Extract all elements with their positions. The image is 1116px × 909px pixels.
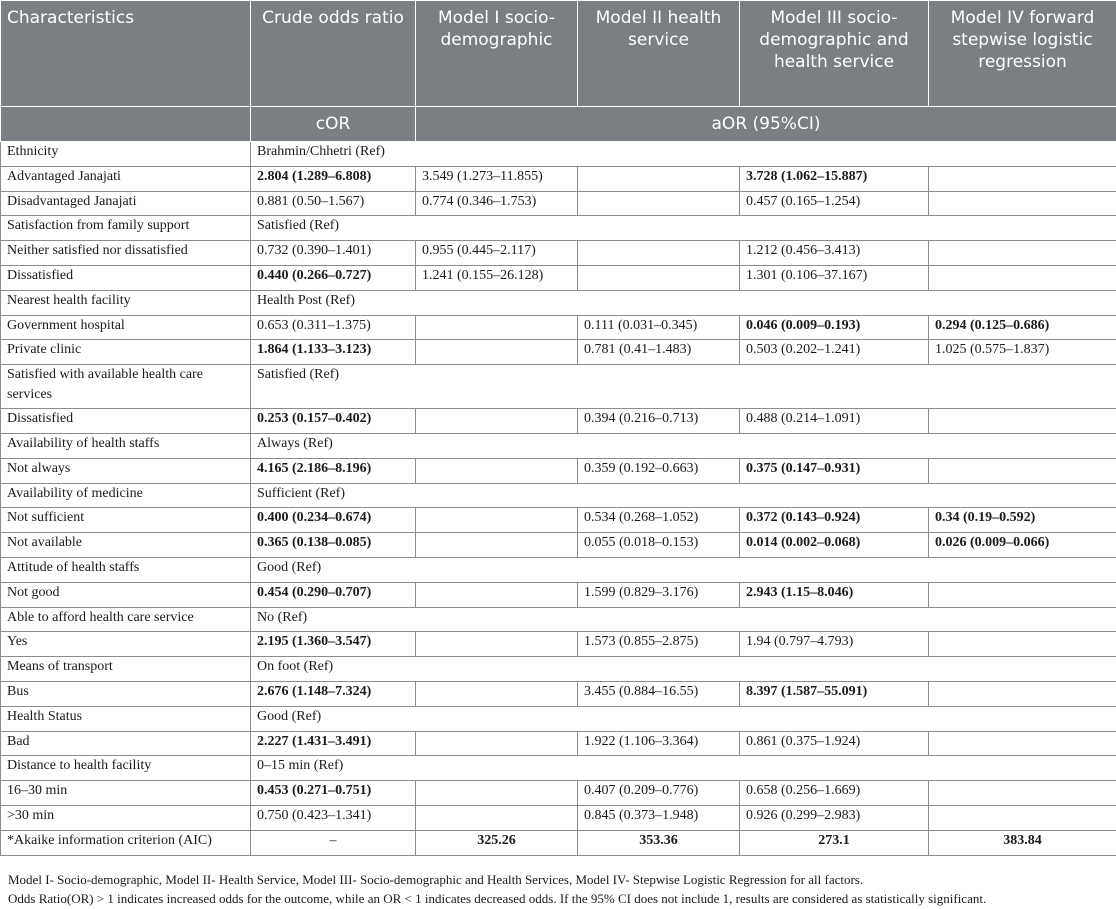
model4-cell [929,166,1116,191]
variable-name: Means of transport [1,657,251,682]
model4-cell [929,632,1116,657]
table-row [1,340,1116,365]
model2-cell: 1.599 (0.829–3.176) [578,582,740,607]
footnote-odds-ratio: Odds Ratio(OR) > 1 indicates increased odds for the outcome, while an OR < 1 indicates decreased odds. If the 95% CI does not include 1, results are considered as statistically significant. [8,891,987,906]
cor-cell: 0.881 (0.50–1.567) [251,191,416,216]
category-label: Not available [1,533,251,558]
table-row [1,290,1116,315]
aic-model2: 353.36 [578,830,740,855]
table-row [1,166,1116,191]
variable-name: Health Status [1,706,251,731]
category-label: 16–30 min [1,781,251,806]
category-label: Dissatisfied [1,409,251,434]
cor-cell: 0.440 (0.266–0.727) [251,265,416,290]
category-label: >30 min [1,805,251,830]
cor-cell: 2.676 (1.148–7.324) [251,681,416,706]
category-label: Yes [1,632,251,657]
model3-cell: 0.503 (0.202–1.241) [740,340,929,365]
model3-cell: 0.014 (0.002–0.068) [740,533,929,558]
model1-cell [416,582,578,607]
table-row [1,607,1116,632]
model2-cell: 0.407 (0.209–0.776) [578,781,740,806]
header-crude-odds-ratio: Crude odds ratio [251,1,416,107]
model1-cell [416,315,578,340]
table-row [1,557,1116,582]
variable-name: Satisfaction from family support [1,216,251,241]
reference-category: Good (Ref) [251,557,1116,582]
variable-name: Nearest health facility [1,290,251,315]
table-row [1,241,1116,266]
category-label: Advantaged Janajati [1,166,251,191]
model3-cell: 0.046 (0.009–0.193) [740,315,929,340]
model2-cell [578,191,740,216]
table-row [1,365,1116,409]
model2-cell: 0.111 (0.031–0.345) [578,315,740,340]
model1-cell: 0.955 (0.445–2.117) [416,241,578,266]
category-label: Neither satisfied nor dissatisfied [1,241,251,266]
cor-cell: 0.454 (0.290–0.707) [251,582,416,607]
model4-cell: 0.026 (0.009–0.066) [929,533,1116,558]
table-row [1,582,1116,607]
model1-cell: 1.241 (0.155–26.128) [416,265,578,290]
reference-category: 0–15 min (Ref) [251,756,1116,781]
model1-cell [416,409,578,434]
aic-label: *Akaike information criterion (AIC) [1,830,251,855]
table-row [1,508,1116,533]
reference-category: Sufficient (Ref) [251,483,1116,508]
model3-cell: 2.943 (1.15–8.046) [740,582,929,607]
table-row [1,533,1116,558]
table-row [1,191,1116,216]
header-model-4: Model IV forward stepwise logistic regression [929,1,1116,107]
footnote-models: Model I- Socio-demographic, Model II- Health Service, Model III- Socio-demographic and Health Services, Model IV- Stepwise Logistic Regression for all factors. [8,872,864,887]
cor-cell: 4.165 (2.186–8.196) [251,458,416,483]
model3-cell: 3.728 (1.062–15.887) [740,166,929,191]
category-label: Bad [1,731,251,756]
category-label: Not sufficient [1,508,251,533]
reference-category: On foot (Ref) [251,657,1116,682]
model1-cell [416,533,578,558]
subheader-empty [1,107,251,142]
table-row [1,265,1116,290]
model3-cell: 0.457 (0.165–1.254) [740,191,929,216]
model4-cell: 0.294 (0.125–0.686) [929,315,1116,340]
variable-name: Distance to health facility [1,756,251,781]
cor-cell: 1.864 (1.133–3.123) [251,340,416,365]
model4-cell [929,805,1116,830]
category-label: Disadvantaged Janajati [1,191,251,216]
table-row [1,731,1116,756]
aic-row [1,830,1116,855]
model2-cell: 0.534 (0.268–1.052) [578,508,740,533]
model4-cell: 0.34 (0.19–0.592) [929,508,1116,533]
header-characteristics: Characteristics [1,1,251,107]
cor-cell: 0.653 (0.311–1.375) [251,315,416,340]
model2-cell: 0.781 (0.41–1.483) [578,340,740,365]
aic-model1: 325.26 [416,830,578,855]
subheader-row [1,107,1116,142]
model3-cell: 0.658 (0.256–1.669) [740,781,929,806]
model2-cell: 0.394 (0.216–0.713) [578,409,740,434]
model1-cell: 0.774 (0.346–1.753) [416,191,578,216]
cor-cell: 2.195 (1.360–3.547) [251,632,416,657]
model4-cell [929,458,1116,483]
model1-cell: 3.549 (1.273–11.855) [416,166,578,191]
aic-model3: 273.1 [740,830,929,855]
aic-cor: – [251,830,416,855]
model1-cell [416,632,578,657]
header-row [1,1,1116,107]
model1-cell [416,781,578,806]
category-label: Government hospital [1,315,251,340]
category-label: Dissatisfied [1,265,251,290]
variable-name: Ethnicity [1,142,251,167]
cor-cell: 0.750 (0.423–1.341) [251,805,416,830]
model4-cell [929,781,1116,806]
table-row [1,805,1116,830]
cor-cell: 0.253 (0.157–0.402) [251,409,416,434]
model4-cell [929,409,1116,434]
model1-cell [416,805,578,830]
reference-category: Satisfied (Ref) [251,365,1116,409]
variable-name: Availability of medicine [1,483,251,508]
table-row [1,756,1116,781]
model3-cell: 0.861 (0.375–1.924) [740,731,929,756]
table-row [1,681,1116,706]
model2-cell: 1.922 (1.106–3.364) [578,731,740,756]
cor-cell: 0.453 (0.271–0.751) [251,781,416,806]
aic-model4: 383.84 [929,830,1116,855]
model3-cell: 0.375 (0.147–0.931) [740,458,929,483]
reference-category: Always (Ref) [251,433,1116,458]
model4-cell [929,265,1116,290]
table-row [1,409,1116,434]
header-model-2: Model II health service [578,1,740,107]
cor-cell: 0.732 (0.390–1.401) [251,241,416,266]
reference-category: No (Ref) [251,607,1116,632]
table-row [1,483,1116,508]
model3-cell: 0.926 (0.299–2.983) [740,805,929,830]
model1-cell [416,681,578,706]
header-model-3: Model III socio-demographic and health service [740,1,929,107]
table-row [1,458,1116,483]
category-label: Private clinic [1,340,251,365]
cor-cell: 2.804 (1.289–6.808) [251,166,416,191]
model2-cell: 0.055 (0.018–0.153) [578,533,740,558]
category-label: Not good [1,582,251,607]
cor-cell: 0.400 (0.234–0.674) [251,508,416,533]
model4-cell [929,241,1116,266]
model4-cell [929,681,1116,706]
model2-cell: 3.455 (0.884–16.55) [578,681,740,706]
model3-cell: 0.372 (0.143–0.924) [740,508,929,533]
model3-cell: 1.94 (0.797–4.793) [740,632,929,657]
category-label: Not always [1,458,251,483]
cor-cell: 0.365 (0.138–0.085) [251,533,416,558]
table-row [1,433,1116,458]
variable-name: Satisfied with available health care services [1,365,251,409]
table-row [1,706,1116,731]
table-row [1,632,1116,657]
reference-category: Good (Ref) [251,706,1116,731]
table-row [1,216,1116,241]
reference-category: Brahmin/Chhetri (Ref) [251,142,1116,167]
model1-cell [416,340,578,365]
table-row [1,781,1116,806]
table-footnotes [8,870,1114,908]
model4-cell [929,731,1116,756]
model1-cell [416,508,578,533]
model2-cell: 0.845 (0.373–1.948) [578,805,740,830]
model2-cell [578,166,740,191]
cor-cell: 2.227 (1.431–3.491) [251,731,416,756]
model1-cell [416,731,578,756]
model3-cell: 1.212 (0.456–3.413) [740,241,929,266]
reference-category: Satisfied (Ref) [251,216,1116,241]
subheader-aor: aOR (95%CI) [416,107,1116,142]
model3-cell: 8.397 (1.587–55.091) [740,681,929,706]
table-row [1,142,1116,167]
header-model-1: Model I socio-demographic [416,1,578,107]
model4-cell [929,582,1116,607]
table-row [1,315,1116,340]
category-label: Bus [1,681,251,706]
model3-cell: 0.488 (0.214–1.091) [740,409,929,434]
model2-cell [578,265,740,290]
model2-cell: 1.573 (0.855–2.875) [578,632,740,657]
reference-category: Health Post (Ref) [251,290,1116,315]
model4-cell [929,191,1116,216]
model2-cell [578,241,740,266]
variable-name: Able to afford health care service [1,607,251,632]
model2-cell: 0.359 (0.192–0.663) [578,458,740,483]
model3-cell: 1.301 (0.106–37.167) [740,265,929,290]
variable-name: Availability of health staffs [1,433,251,458]
variable-name: Attitude of health staffs [1,557,251,582]
table-row [1,657,1116,682]
model4-cell: 1.025 (0.575–1.837) [929,340,1116,365]
model1-cell [416,458,578,483]
subheader-cor: cOR [251,107,416,142]
